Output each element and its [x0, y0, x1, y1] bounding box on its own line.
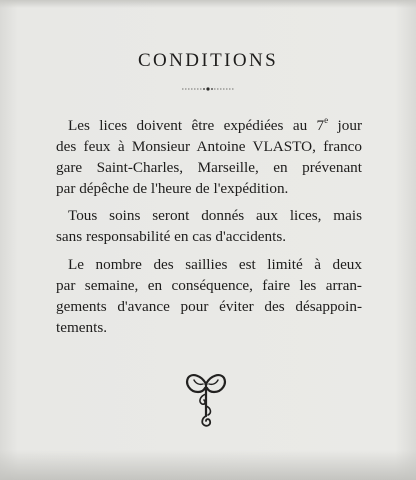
superscript: e	[324, 114, 329, 125]
text-segment: jour	[328, 117, 362, 134]
text-line: par dépêche de l'heure de l'expédition.	[56, 180, 289, 197]
text-segment: Les lices doivent être expédiées au 7	[68, 117, 325, 134]
paragraph-care	[56, 205, 362, 247]
fleuron-ornament-icon	[184, 370, 228, 432]
text-line	[56, 115, 362, 136]
text-line: tements.	[56, 319, 108, 336]
text-line: Le nombre des saillies est limité à deux	[68, 256, 362, 273]
paragraph-mating-limit	[56, 254, 362, 338]
divider-ornament-icon	[182, 86, 234, 92]
text-line: sans responsabilité en cas d'accidents.	[56, 228, 287, 245]
paragraph-shipping	[56, 115, 362, 199]
text-line: gare Saint-Charles, Marseille, en prévenant	[56, 159, 362, 176]
text-line: des feux à Monsieur Antoine VLASTO, franco	[56, 138, 362, 155]
text-line: par semaine, en conséquence, faire les arran-	[56, 277, 362, 294]
page-top-shadow	[0, 0, 416, 8]
text-line: gements d'avance pour éviter des désappoin-	[56, 298, 362, 315]
page-title: CONDITIONS	[137, 50, 279, 71]
page-bottom-shadow	[0, 450, 416, 480]
text-line: Tous soins seront donnés aux lices, mais	[68, 207, 362, 224]
